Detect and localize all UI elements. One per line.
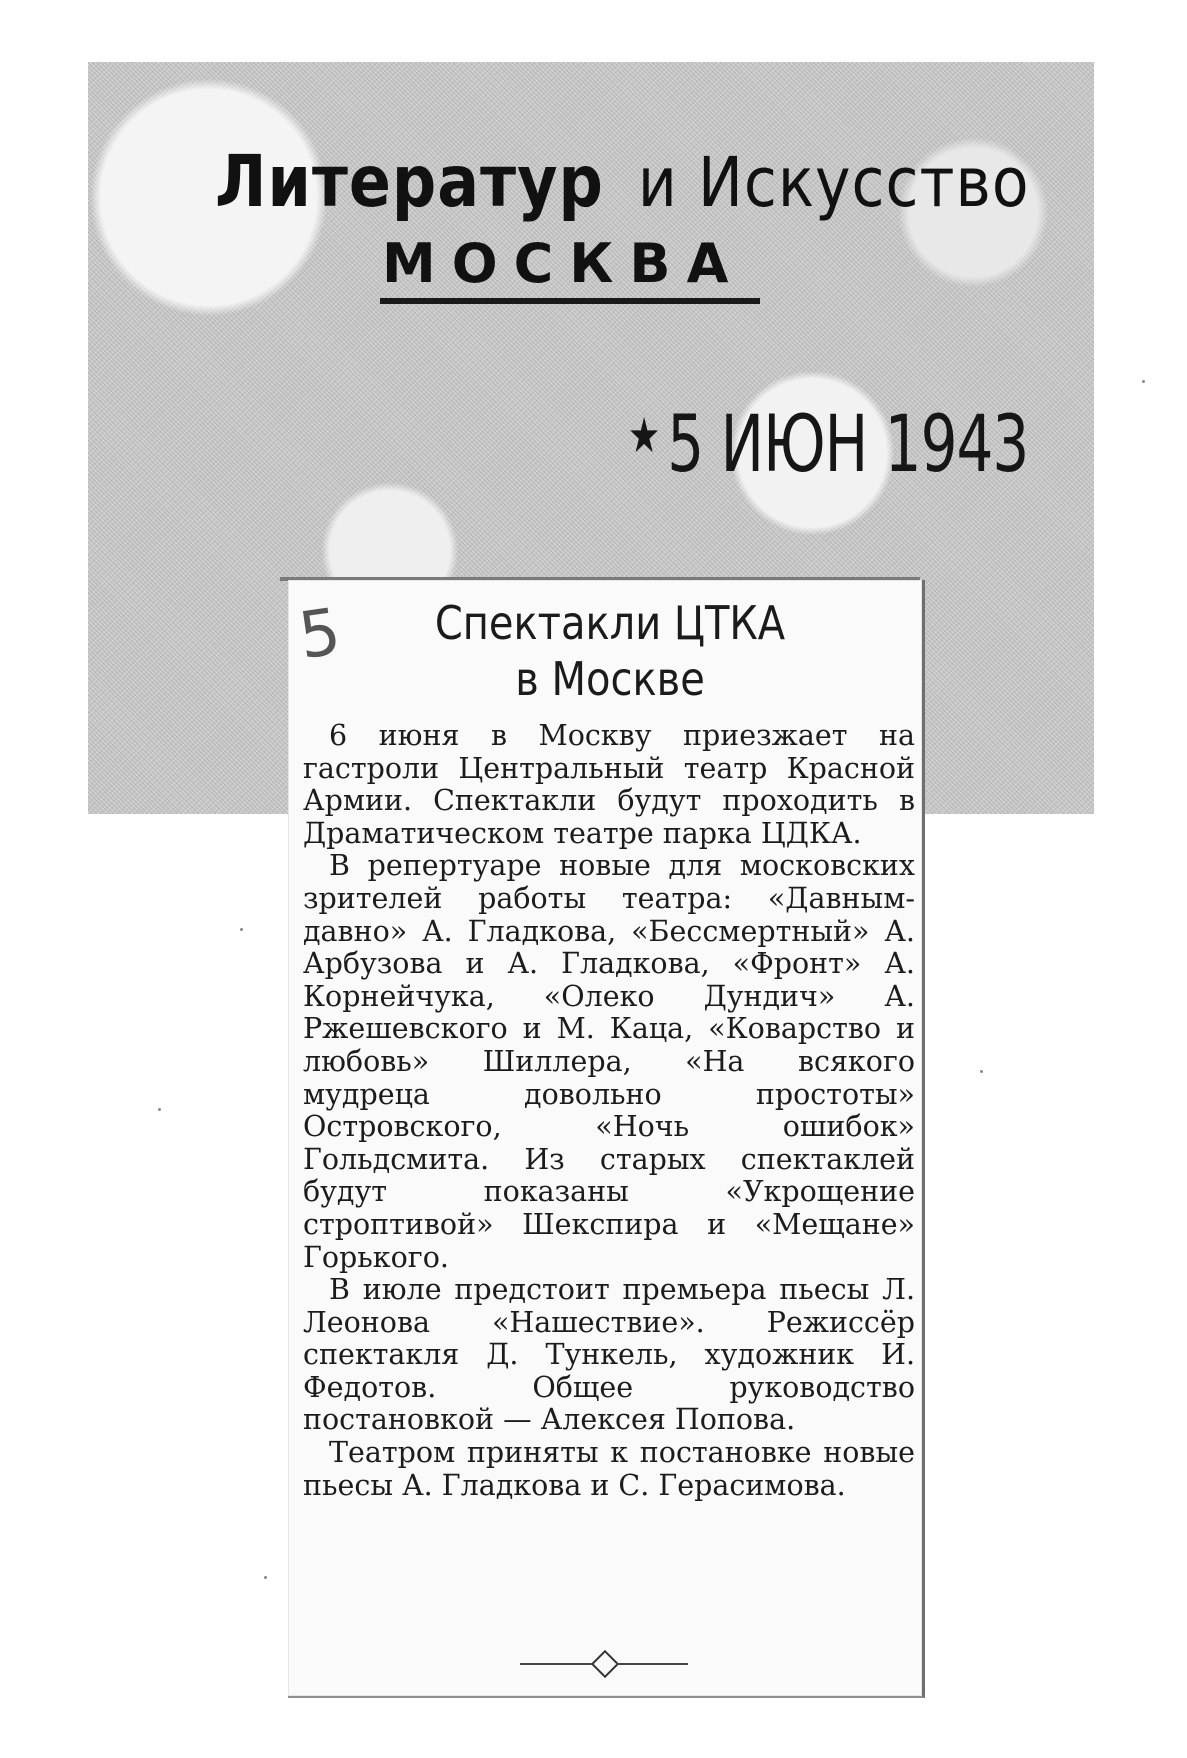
ornament-line-right <box>616 1663 688 1665</box>
stamp-title-part-b: и Искусство <box>637 142 1030 224</box>
paper-speck <box>158 1108 161 1111</box>
stamp-title-part-a: Литератур <box>215 139 604 224</box>
stamp-city: МОСКВА <box>382 232 745 295</box>
end-ornament <box>520 1652 690 1676</box>
paper-speck <box>264 1576 267 1579</box>
paper-speck <box>1142 380 1145 383</box>
headline-line-2: в Москве <box>515 653 705 707</box>
article-paragraph-4: Театром приняты к постановке новые пьесы А. Гладкова и С. Герасимова. <box>303 1436 915 1502</box>
stamp-date <box>628 398 1028 520</box>
stamp-newspaper-title <box>215 139 1055 225</box>
paper-speck <box>980 1070 983 1073</box>
article-paragraph-1: 6 июня в Москву приезжает на гастроли Центральный театр Красной Армии. Спектакли будут проходить в Драматическом театре парка ЦДКА. <box>303 719 915 850</box>
pencil-annotation: 5 <box>294 595 346 675</box>
headline-line-1: Спектакли ЦТКА <box>434 597 786 651</box>
paper-speck <box>240 928 243 931</box>
article-headline <box>300 596 920 708</box>
stamp-date-text: 5 ИЮН 1943 <box>667 398 1029 490</box>
article-body <box>303 720 915 1502</box>
article-paragraph-3: В июле предстоит премьера пьесы Л. Леонова «Нашествие». Режиссёр спектакля Д. Тункель, художник И. Федотов. Общее руководство постановкой — Алексея Попова. <box>303 1273 915 1437</box>
star-icon: ★ <box>628 408 660 465</box>
article-paragraph-2: В репертуаре новые для московских зрителей работы театра: «Давным-давно» А. Гладкова, «Бессмертный» А. Арбузова и А. Гладкова, «Фронт» А. Корнейчука, «Олеко Дундич» А. Ржешевского и М. Каца, «Коварство и любовь» Шиллера, «На всякого мудреца довольно простоты» Островского, «Ночь ошибок» Гольдсмита. Из старых спектаклей будут показаны «Укрощение строптивой» Шекспира и «Мещане» Горького. <box>303 849 915 1274</box>
stamp-underline <box>380 298 760 304</box>
ornament-diamond-icon <box>591 1650 619 1678</box>
ornament-line-left <box>520 1663 592 1665</box>
